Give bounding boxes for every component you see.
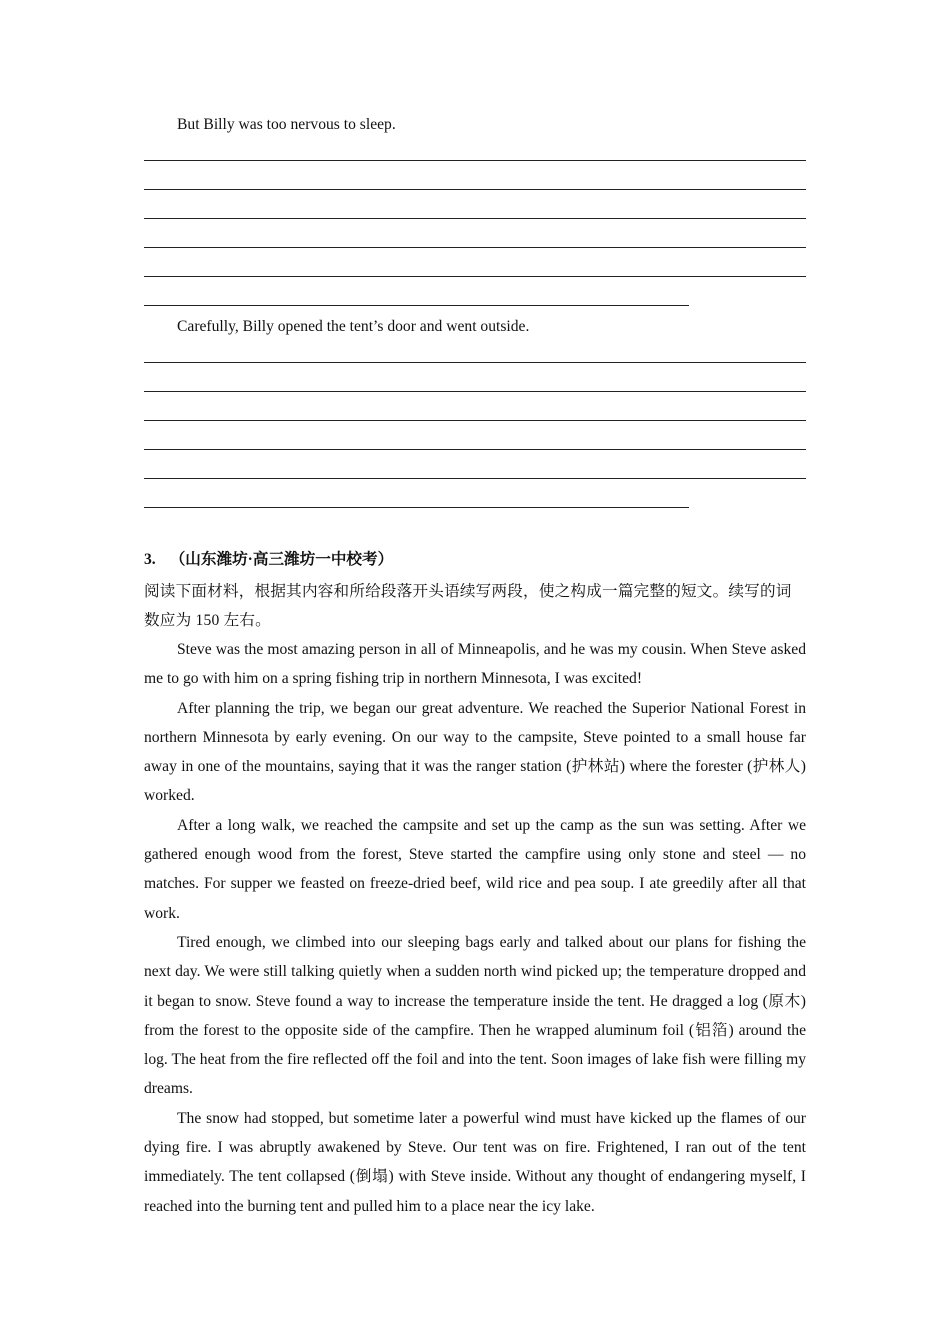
answer-line[interactable]	[144, 189, 806, 190]
answer-line[interactable]	[144, 507, 689, 508]
answer-line[interactable]	[144, 362, 806, 363]
answer-line[interactable]	[144, 305, 689, 306]
answer-line[interactable]	[144, 420, 806, 421]
answer-line[interactable]	[144, 449, 806, 450]
writing-prompt-2: Carefully, Billy opened the tent’s door and went outside.	[177, 318, 530, 335]
question-header	[144, 549, 393, 571]
answer-line[interactable]	[144, 247, 806, 248]
story-paragraph: After a long walk, we reached the campsite and set up the camp as the sun was setting. After we gathered enough wood from the forest, Steve started the campfire using only stone and steel — no matches. For supper we feasted on freeze-dried beef, wild rice and pea soup. I ate greedily after all that work.	[144, 816, 806, 922]
story-paragraph: Steve was the most amazing person in all of Minneapolis, and he was my cousin. When Steve asked me to go with him on a spring fishing trip in northern Minnesota, I was excited!	[144, 641, 806, 688]
story-paragraph: After planning the trip, we began our great adventure. We reached the Superior National Forest in northern Minnesota by early evening. On our way to the campsite, Steve pointed to a small house far away in one of the mountains, saying that it was the ranger station (护林站) where the forester (护林人) worked.	[144, 699, 806, 805]
question-instructions: 阅读下面材料，根据其内容和所给段落开头语续写两段，使之构成一篇完整的短文。续写的词数应为 150 左右。	[144, 583, 792, 630]
story-passage	[144, 635, 806, 1221]
writing-prompt-1: But Billy was too nervous to sleep.	[177, 116, 396, 133]
answer-line[interactable]	[144, 391, 806, 392]
story-paragraph: Tired enough, we climbed into our sleeping bags early and talked about our plans for fishing the next day. We were still talking quietly when a sudden north wind picked up; the temperature dropped and it began to snow. Steve found a way to increase the temperature inside the tent. He dragged a log (原木) from the forest to the opposite side of the campfire. Then he wrapped aluminum foil (铝箔) around the log. The heat from the fire reflected off the foil and into the tent. Soon images of lake fish were filling my dreams.	[144, 933, 806, 1098]
answer-line[interactable]	[144, 218, 806, 219]
story-paragraph: The snow had stopped, but sometime later a powerful wind must have kicked up the flames of our dying fire. I was abruptly awakened by Steve. Our tent was on fire. Frightened, I ran out of the tent immediately. The tent collapsed (倒塌) with Steve inside. Without any thought of endangering myself, I reached into the burning tent and pulled him to a place near the icy lake.	[144, 1109, 806, 1215]
answer-line[interactable]	[144, 478, 806, 479]
question-source: （山东潍坊·高三潍坊一中校考）	[169, 551, 394, 568]
answer-line[interactable]	[144, 276, 806, 277]
question-number: 3.	[144, 551, 156, 568]
answer-line[interactable]	[144, 160, 806, 161]
